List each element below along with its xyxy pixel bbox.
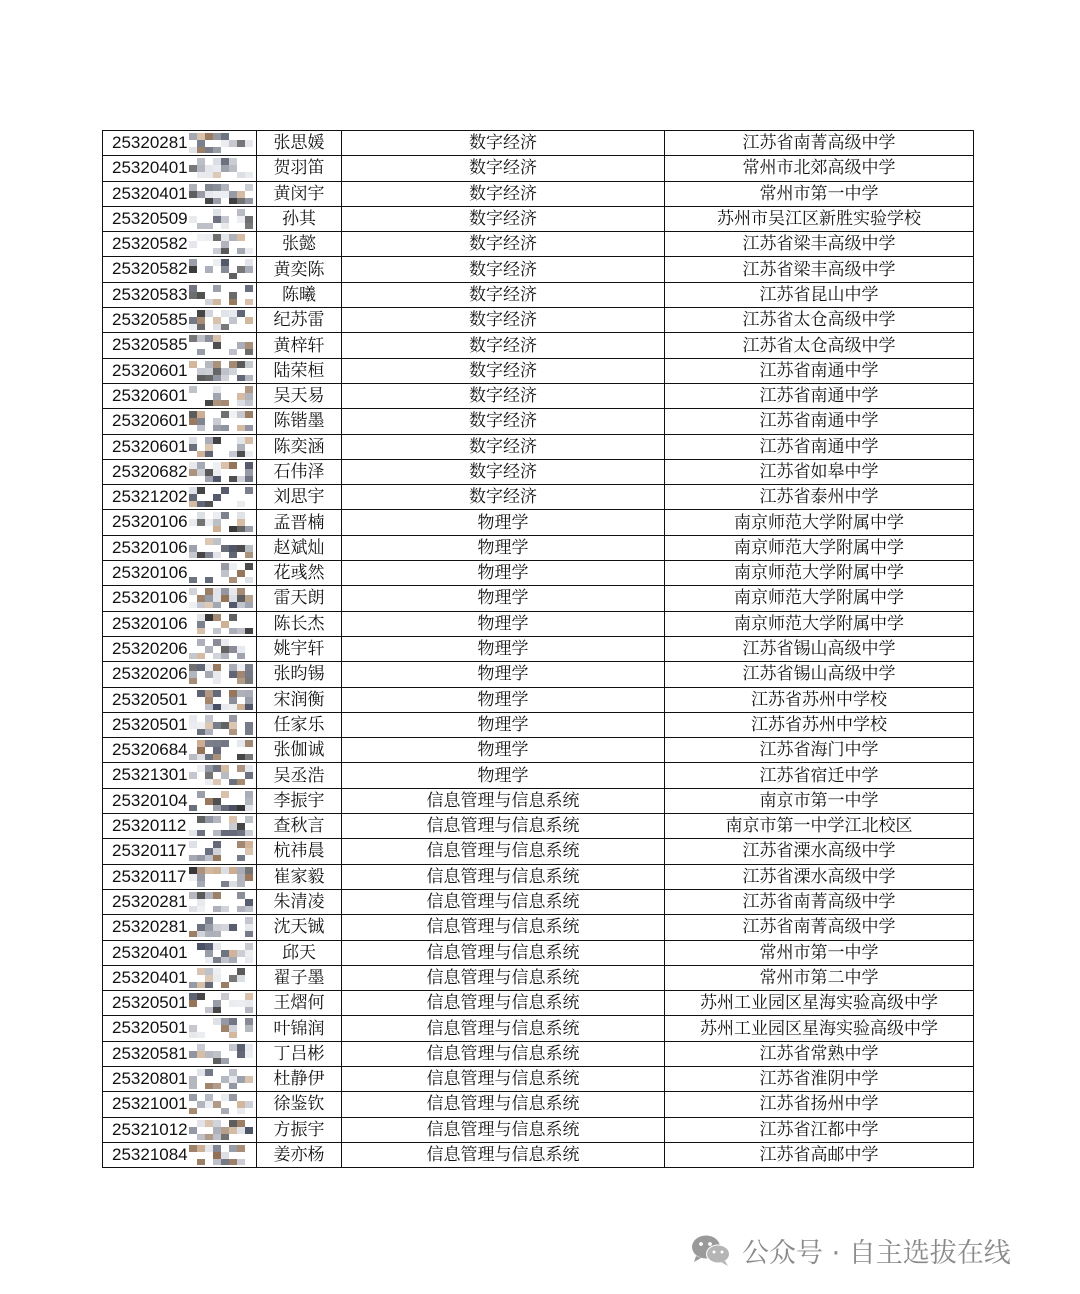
school: 江苏省海门中学: [665, 738, 974, 763]
student-name: 吴天易: [257, 383, 342, 408]
table-row: [103, 561, 974, 586]
redaction-mosaic: [189, 184, 253, 204]
student-id: 25320106: [112, 537, 188, 557]
redaction-mosaic: [189, 740, 253, 760]
student-id: 25320281: [112, 133, 188, 152]
redaction-mosaic: [189, 1018, 253, 1038]
school: 江苏省昆山中学: [665, 282, 974, 307]
wechat-icon: [690, 1233, 732, 1267]
student-name: 杜静伊: [257, 1066, 342, 1091]
major: 信息管理与信息系统: [342, 864, 665, 889]
school: 南京师范大学附属中学: [665, 561, 974, 586]
school: 南京师范大学附属中学: [665, 535, 974, 560]
school: 南京师范大学附属中学: [665, 586, 974, 611]
table-row: [103, 383, 974, 408]
school: 常州市第二中学: [665, 965, 974, 990]
school: 南京师范大学附属中学: [665, 611, 974, 636]
student-id-cell: [103, 889, 257, 914]
major: 信息管理与信息系统: [342, 1092, 665, 1117]
student-id: 25320501: [112, 1018, 188, 1038]
table-row: [103, 915, 974, 940]
student-name: 陈奕涵: [257, 434, 342, 459]
major: 数字经济: [342, 308, 665, 333]
major: 物理学: [342, 535, 665, 560]
redaction-mosaic: [189, 158, 253, 178]
school: 江苏省南菁高级中学: [665, 889, 974, 914]
school: 江苏省高邮中学: [665, 1142, 974, 1167]
student-id: 25320582: [112, 259, 188, 279]
student-id-cell: [103, 839, 257, 864]
redaction-mosaic: [189, 133, 253, 153]
student-id-cell: [103, 1066, 257, 1091]
student-id: 25320106: [112, 588, 188, 608]
student-id: 25320583: [112, 284, 188, 304]
major: 数字经济: [342, 131, 665, 156]
school: 江苏省南菁高级中学: [665, 915, 974, 940]
school: 南京市第一中学江北校区: [665, 814, 974, 839]
table-row: [103, 636, 974, 661]
redaction-mosaic: [189, 1094, 253, 1114]
table-row: [103, 131, 974, 156]
major: 信息管理与信息系统: [342, 1142, 665, 1167]
school: 江苏省苏州中学校: [665, 687, 974, 712]
student-id-cell: [103, 510, 257, 535]
school: 南京师范大学附属中学: [665, 510, 974, 535]
table-row: [103, 206, 974, 231]
student-name: 姚宇轩: [257, 636, 342, 661]
major: 信息管理与信息系统: [342, 991, 665, 1016]
student-id: 25320117: [112, 866, 187, 886]
major: 物理学: [342, 662, 665, 687]
student-id: 25320281: [112, 891, 188, 911]
major: 信息管理与信息系统: [342, 1041, 665, 1066]
table-row: [103, 409, 974, 434]
student-id-cell: [103, 1016, 257, 1041]
student-id-cell: [103, 485, 257, 510]
table-row: [103, 611, 974, 636]
student-id: 25320501: [112, 993, 188, 1013]
major: 数字经济: [342, 459, 665, 484]
student-id: 25320585: [112, 310, 188, 330]
major: 物理学: [342, 687, 665, 712]
table-row: [103, 232, 974, 257]
student-id-cell: [103, 1117, 257, 1142]
school: 江苏省苏州中学校: [665, 712, 974, 737]
student-name: 刘思宇: [257, 485, 342, 510]
major: 数字经济: [342, 282, 665, 307]
redaction-mosaic: [189, 664, 253, 684]
table-row: [103, 485, 974, 510]
school: 苏州工业园区星海实验高级中学: [665, 1016, 974, 1041]
student-id: 25320401: [112, 967, 188, 987]
student-name: 贺羽笛: [257, 156, 342, 181]
student-name: 纪苏雷: [257, 308, 342, 333]
table-row: [103, 358, 974, 383]
student-name: 张懿: [257, 232, 342, 257]
table-row: [103, 510, 974, 535]
student-name: 黄梓轩: [257, 333, 342, 358]
table-row: [103, 940, 974, 965]
student-id-cell: [103, 788, 257, 813]
student-name: 张伽诚: [257, 738, 342, 763]
redaction-mosaic: [189, 690, 253, 710]
student-name: 翟子墨: [257, 965, 342, 990]
table-row: [103, 687, 974, 712]
student-name: 崔家毅: [257, 864, 342, 889]
student-name: 张思媛: [257, 131, 342, 156]
student-id-cell: [103, 763, 257, 788]
table-row: [103, 1016, 974, 1041]
student-name: 丁吕彬: [257, 1041, 342, 1066]
school: 江苏省溧水高级中学: [665, 839, 974, 864]
major: 数字经济: [342, 434, 665, 459]
student-id: 25321202: [112, 487, 188, 507]
school: 江苏省锡山高级中学: [665, 662, 974, 687]
student-id-cell: [103, 232, 257, 257]
table-body: [103, 131, 974, 1168]
school: 苏州工业园区星海实验高级中学: [665, 991, 974, 1016]
major: 信息管理与信息系统: [342, 839, 665, 864]
student-id-cell: [103, 257, 257, 282]
student-id-cell: [103, 333, 257, 358]
student-id-cell: [103, 383, 257, 408]
redaction-mosaic: [189, 968, 253, 988]
table-row: [103, 459, 974, 484]
watermark: [690, 1231, 1011, 1269]
table-row: [103, 763, 974, 788]
watermark-text: 公众号 · 自主选拔在线: [742, 1237, 1011, 1269]
student-id: 25321084: [112, 1144, 188, 1164]
major: 数字经济: [342, 383, 665, 408]
school: 江苏省宿迁中学: [665, 763, 974, 788]
school: 江苏省南通中学: [665, 434, 974, 459]
school: 常州市第一中学: [665, 181, 974, 206]
student-id-cell: [103, 434, 257, 459]
major: 物理学: [342, 510, 665, 535]
school: 江苏省梁丰高级中学: [665, 257, 974, 282]
student-id: 25320684: [112, 740, 188, 760]
student-name: 宋润衡: [257, 687, 342, 712]
major: 数字经济: [342, 358, 665, 383]
student-id-cell: [103, 586, 257, 611]
school: 江苏省锡山高级中学: [665, 636, 974, 661]
student-name: 陈锴墨: [257, 409, 342, 434]
school: 江苏省如皋中学: [665, 459, 974, 484]
table-row: [103, 535, 974, 560]
student-name: 黄奕陈: [257, 257, 342, 282]
student-name: 任家乐: [257, 712, 342, 737]
student-name: 花彧然: [257, 561, 342, 586]
major: 信息管理与信息系统: [342, 965, 665, 990]
student-name: 雷天朗: [257, 586, 342, 611]
table-row: [103, 991, 974, 1016]
major: 物理学: [342, 636, 665, 661]
school: 江苏省扬州中学: [665, 1092, 974, 1117]
redaction-mosaic: [189, 512, 253, 532]
major: 信息管理与信息系统: [342, 1066, 665, 1091]
major: 物理学: [342, 738, 665, 763]
student-id: 25320281: [112, 917, 188, 937]
redaction-mosaic: [189, 538, 253, 558]
table-row: [103, 181, 974, 206]
redaction-mosaic: [189, 487, 253, 507]
major: 数字经济: [342, 409, 665, 434]
student-id: 25320401: [112, 183, 188, 203]
student-id-cell: [103, 1041, 257, 1066]
student-id: 25320582: [112, 234, 188, 254]
major: 物理学: [342, 611, 665, 636]
redaction-mosaic: [189, 335, 253, 355]
student-id: 25320601: [112, 411, 188, 431]
school: 江苏省江都中学: [665, 1117, 974, 1142]
redaction-mosaic: [189, 1069, 253, 1089]
student-id: 25320106: [112, 512, 188, 532]
student-name: 石伟泽: [257, 459, 342, 484]
student-id: 25320401: [112, 158, 188, 178]
major: 信息管理与信息系统: [342, 1016, 665, 1041]
student-name: 徐鉴钦: [257, 1092, 342, 1117]
major: 物理学: [342, 763, 665, 788]
student-id-cell: [103, 409, 257, 434]
student-id: 25320106: [112, 613, 188, 633]
student-name: 方振宇: [257, 1117, 342, 1142]
student-id: 25320112: [112, 816, 187, 836]
student-name: 孙其: [257, 206, 342, 231]
major: 信息管理与信息系统: [342, 940, 665, 965]
redaction-mosaic: [189, 411, 253, 431]
school: 苏州市吴江区新胜实验学校: [665, 206, 974, 231]
redaction-mosaic: [189, 310, 253, 330]
table-row: [103, 864, 974, 889]
major: 数字经济: [342, 181, 665, 206]
major: 数字经济: [342, 232, 665, 257]
student-id: 25320682: [112, 461, 188, 481]
student-name: 陆荣桓: [257, 358, 342, 383]
school: 江苏省南通中学: [665, 383, 974, 408]
redaction-mosaic: [189, 867, 253, 887]
table-row: [103, 156, 974, 181]
student-name: 陈长杰: [257, 611, 342, 636]
student-id-cell: [103, 282, 257, 307]
redaction-mosaic: [189, 563, 253, 583]
student-name: 陈曦: [257, 282, 342, 307]
student-name: 王熠何: [257, 991, 342, 1016]
student-id-cell: [103, 561, 257, 586]
school: 江苏省南通中学: [665, 409, 974, 434]
redaction-mosaic: [189, 361, 253, 381]
student-name: 姜亦杨: [257, 1142, 342, 1167]
student-id-cell: [103, 991, 257, 1016]
student-id-cell: [103, 535, 257, 560]
student-id: 25320601: [112, 385, 188, 405]
redaction-mosaic: [189, 386, 253, 406]
redaction-mosaic: [189, 892, 253, 912]
student-id: 25320501: [112, 689, 188, 709]
student-id-cell: [103, 611, 257, 636]
student-id: 25320501: [112, 714, 188, 734]
school: 江苏省南通中学: [665, 358, 974, 383]
student-id: 25320104: [112, 790, 188, 810]
student-id: 25320206: [112, 638, 188, 658]
redaction-mosaic: [189, 791, 253, 811]
redaction-mosaic: [189, 816, 253, 836]
redaction-mosaic: [189, 715, 253, 735]
student-id: 25321001: [112, 1094, 188, 1114]
student-id: 25320117: [112, 841, 187, 861]
table-row: [103, 1066, 974, 1091]
redaction-mosaic: [189, 234, 253, 254]
school: 常州市第一中学: [665, 940, 974, 965]
table-row: [103, 434, 974, 459]
student-name: 赵斌灿: [257, 535, 342, 560]
student-id-cell: [103, 662, 257, 687]
major: 信息管理与信息系统: [342, 915, 665, 940]
student-name: 张昀锡: [257, 662, 342, 687]
major: 信息管理与信息系统: [342, 814, 665, 839]
redaction-mosaic: [189, 765, 253, 785]
student-id-cell: [103, 308, 257, 333]
table-row: [103, 1117, 974, 1142]
table-row: [103, 282, 974, 307]
student-id: 25320585: [112, 335, 188, 355]
school: 江苏省南菁高级中学: [665, 131, 974, 156]
major: 数字经济: [342, 257, 665, 282]
redaction-mosaic: [189, 993, 253, 1013]
student-id-cell: [103, 864, 257, 889]
redaction-mosaic: [189, 841, 253, 861]
school: 南京市第一中学: [665, 788, 974, 813]
student-id-cell: [103, 687, 257, 712]
student-id-cell: [103, 131, 257, 156]
school: 江苏省太仓高级中学: [665, 308, 974, 333]
student-id-cell: [103, 181, 257, 206]
student-id-cell: [103, 636, 257, 661]
table-row: [103, 788, 974, 813]
student-id-cell: [103, 206, 257, 231]
school: 江苏省淮阴中学: [665, 1066, 974, 1091]
major: 数字经济: [342, 206, 665, 231]
major: 物理学: [342, 586, 665, 611]
student-id: 25320801: [112, 1068, 188, 1088]
student-table: [102, 130, 974, 1168]
major: 信息管理与信息系统: [342, 788, 665, 813]
major: 物理学: [342, 561, 665, 586]
redaction-mosaic: [189, 1044, 253, 1064]
major: 物理学: [342, 712, 665, 737]
student-id-cell: [103, 1092, 257, 1117]
school: 江苏省梁丰高级中学: [665, 232, 974, 257]
school: 常州市北郊高级中学: [665, 156, 974, 181]
school: 江苏省太仓高级中学: [665, 333, 974, 358]
redaction-mosaic: [189, 1145, 253, 1165]
student-id: 25321012: [112, 1119, 188, 1139]
major: 信息管理与信息系统: [342, 889, 665, 914]
redaction-mosaic: [189, 614, 253, 634]
table-row: [103, 965, 974, 990]
student-name: 李振宇: [257, 788, 342, 813]
redaction-mosaic: [189, 285, 253, 305]
student-id: 25320601: [112, 360, 188, 380]
student-id-cell: [103, 358, 257, 383]
school: 江苏省溧水高级中学: [665, 864, 974, 889]
student-name: 查秋言: [257, 814, 342, 839]
student-id: 25320206: [112, 664, 188, 684]
redaction-mosaic: [189, 943, 253, 963]
student-id-cell: [103, 965, 257, 990]
student-id-cell: [103, 712, 257, 737]
student-id: 25320106: [112, 563, 188, 583]
admission-list: [102, 130, 974, 1168]
redaction-mosaic: [189, 639, 253, 659]
student-id: 25320581: [112, 1043, 188, 1063]
student-name: 黄闵宇: [257, 181, 342, 206]
student-name: 杭祎晨: [257, 839, 342, 864]
table-row: [103, 889, 974, 914]
table-row: [103, 738, 974, 763]
student-id: 25321301: [112, 765, 188, 785]
student-name: 叶锦润: [257, 1016, 342, 1041]
table-row: [103, 257, 974, 282]
table-row: [103, 814, 974, 839]
student-id-cell: [103, 738, 257, 763]
student-id-cell: [103, 156, 257, 181]
student-name: 沈天铖: [257, 915, 342, 940]
student-name: 孟晋楠: [257, 510, 342, 535]
redaction-mosaic: [189, 259, 253, 279]
student-id-cell: [103, 940, 257, 965]
student-id-cell: [103, 459, 257, 484]
redaction-mosaic: [189, 437, 253, 457]
table-row: [103, 308, 974, 333]
student-id-cell: [103, 915, 257, 940]
major: 信息管理与信息系统: [342, 1117, 665, 1142]
major: 数字经济: [342, 485, 665, 510]
redaction-mosaic: [189, 462, 253, 482]
table-row: [103, 1041, 974, 1066]
student-name: 邱天: [257, 940, 342, 965]
student-id-cell: [103, 814, 257, 839]
student-id: 25320401: [112, 942, 188, 962]
student-id: 25320601: [112, 436, 188, 456]
table-row: [103, 586, 974, 611]
table-row: [103, 662, 974, 687]
table-row: [103, 1142, 974, 1167]
major: 数字经济: [342, 156, 665, 181]
table-row: [103, 1092, 974, 1117]
redaction-mosaic: [189, 917, 253, 937]
school: 江苏省泰州中学: [665, 485, 974, 510]
school: 江苏省常熟中学: [665, 1041, 974, 1066]
table-row: [103, 839, 974, 864]
redaction-mosaic: [189, 209, 253, 229]
student-name: 朱清凌: [257, 889, 342, 914]
student-id-cell: [103, 1142, 257, 1167]
major: 数字经济: [342, 333, 665, 358]
table-row: [103, 712, 974, 737]
table-row: [103, 333, 974, 358]
student-name: 吴丞浩: [257, 763, 342, 788]
redaction-mosaic: [189, 588, 253, 608]
student-id: 25320509: [112, 208, 188, 228]
redaction-mosaic: [189, 1120, 253, 1140]
